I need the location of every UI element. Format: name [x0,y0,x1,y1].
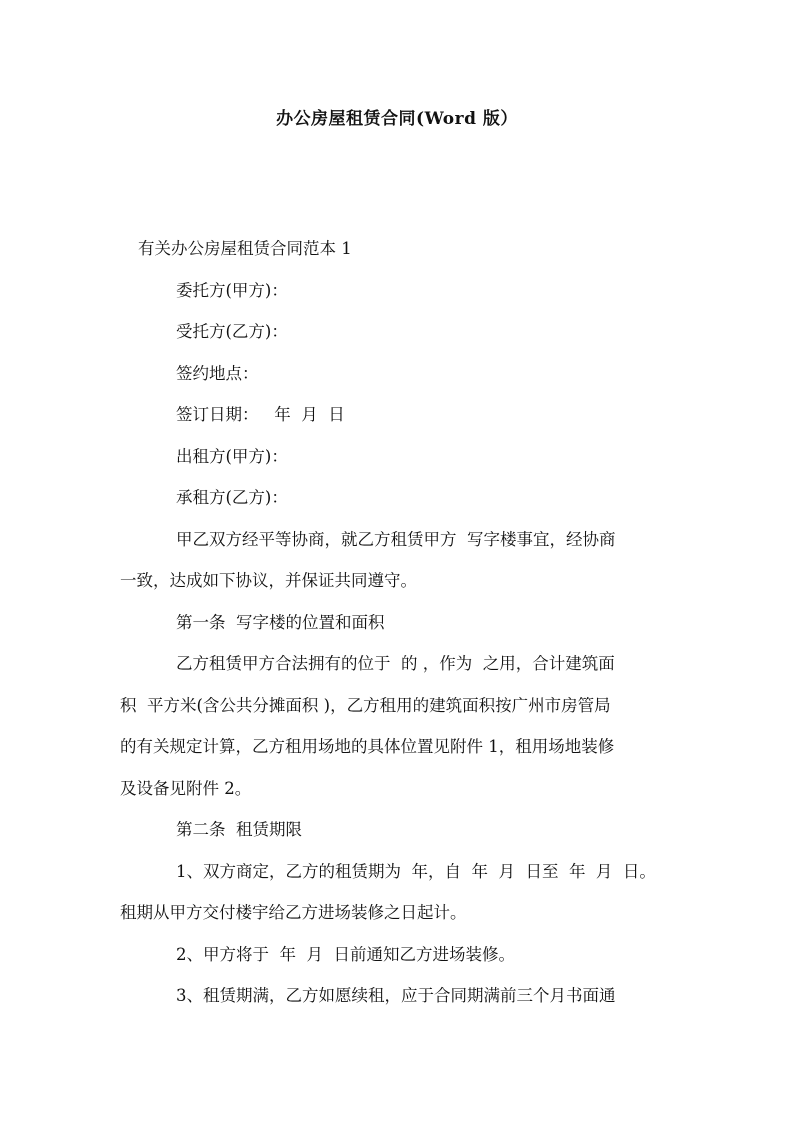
document-title: 办公房屋租赁合同(Word 版） [276,109,518,129]
paragraph-line: 甲乙双方经平等协商，就乙方租赁甲方 写字楼事宜，经协商 [176,529,616,549]
paragraph-line: 2、甲方将于 年 月 日前通知乙方进场装修。 [176,944,515,964]
paragraph-line: 积 平方米(含公共分摊面积 )，乙方租用的建筑面积按广州市房管局 [120,695,611,715]
paragraph-line: 3、租赁期满，乙方如愿续租，应于合同期满前三个月书面通 [176,986,616,1005]
paragraph-line: 乙方租赁甲方合法拥有的位于 的 ，作为 之用，合计建筑面 [176,654,615,673]
paragraph-line: 一致，达成如下协议，并保证共同遵守。 [120,571,417,590]
field-entrusting-party: 委托方(甲方)： [176,280,288,300]
field-entrusted-party: 受托方(乙方)： [176,322,288,341]
paragraph-line: 的有关规定计算，乙方租用场地的具体位置见附件 1，租用场地装修 [120,737,615,756]
document-body [120,228,695,1017]
article-heading-2: 第二条 租赁期限 [176,820,302,839]
field-lessee: 承租方(乙方)： [176,488,288,507]
paragraph-line: 及设备见附件 2。 [120,778,252,798]
section-heading-contract-sample: 有关办公房屋租赁合同范本 1 [138,239,352,258]
field-signing-location: 签约地点： [176,363,259,383]
field-signing-date: 签订日期： 年 月 日 [176,405,345,424]
paragraph-line: 1、双方商定，乙方的租赁期为 年，自 年 月 日至 年 月 日。 [176,861,656,881]
article-heading-1: 第一条 写字楼的位置和面积 [176,612,385,632]
field-lessor: 出租方(甲方)： [176,446,288,466]
paragraph-line: 租期从甲方交付楼宇给乙方进场装修之日起计。 [120,903,467,922]
